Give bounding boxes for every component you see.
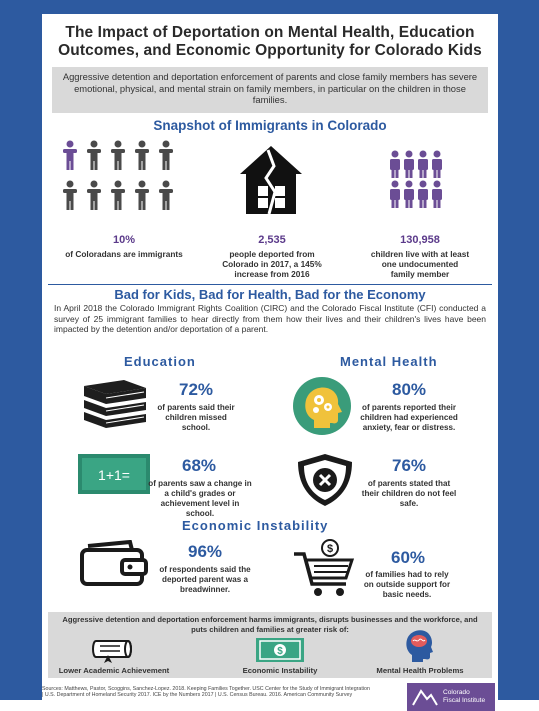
books-icon (80, 378, 150, 436)
people-grid-icon (62, 140, 188, 220)
chalkboard-text: 1+1= (98, 467, 130, 483)
mental-stat-2-value: 76% (391, 456, 427, 475)
stat-value: 10% (112, 234, 136, 246)
logo-text (443, 689, 485, 705)
education-title: Education (124, 354, 196, 369)
risk-mental-label: Mental Health Problems (376, 666, 464, 675)
cart-icon (292, 538, 356, 600)
survey-title: Bad for Kids, Bad for Health, Bad for the Economy (114, 287, 426, 302)
sources-text: Sources: Matthews, Pastor, Scoggins, Sanchez-Lopez. 2018. Keeping Families Together. USC Center for the Study of Immigrant Integration | U.S. Department of Homeland Security 2017. ICE by the Numbers 2017 | U.S. Census Bureau. 2016. American Community Survey (42, 686, 370, 699)
education-stat-2-label: of parents saw a change in a child's grades or achievement level in school. (148, 479, 252, 518)
stat-value: 130,958 (400, 234, 440, 246)
stat-immigrants (64, 235, 184, 259)
broken-house-icon (238, 144, 304, 216)
chalkboard-icon (78, 454, 150, 494)
economic-stat-1-label: of respondents said the deported parent was a breadwinner. (159, 565, 251, 594)
intro-band (52, 67, 488, 113)
stat-label: of Coloradans are immigrants (65, 249, 183, 259)
education-stat-1-value: 72% (178, 380, 214, 399)
mental-stat-2-label: of parents stated that their children do not feel safe. (361, 479, 457, 508)
risk-academic-label: Lower Academic Achievement (58, 666, 170, 675)
economic-stat-2-value: 60% (390, 548, 426, 567)
logo-line-1: Colorado (443, 689, 470, 696)
stat-value: 2,535 (258, 234, 286, 246)
education-stat-1-label: of parents said their children missed school. (157, 403, 235, 432)
survey-description: In April 2018 the Colorado Immigrant Rights Coalition (CIRC) and the Colorado Fiscal Institute (CFI) conducted a survey of 25 immigrant families to hear directly from them how their lives and their children's lives have been impacted by the detention and/or deportation of a parent. (54, 303, 486, 334)
head-gears-icon (292, 376, 352, 436)
page-title: The Impact of Deportation on Mental Health, Education Outcomes, and Economic Opportunity for Colorado Kids (58, 24, 482, 59)
stat-deported (212, 235, 332, 279)
brain-head-icon (404, 628, 434, 664)
children-icon (387, 150, 447, 210)
intro-text: Aggressive detention and deportation enforcement of parents and close family members has severe emotional, physical, and mental strain on family members, in particular on the children in those families. (62, 71, 478, 105)
economic-stat-2-label: of families had to rely on outside support for basic needs. (363, 570, 451, 599)
infographic (42, 14, 498, 704)
economic-stat-1-value: 96% (187, 542, 223, 561)
mountain-logo-icon (411, 687, 439, 707)
stat-label: people deported from Colorado in 2017, a 145% increase from 2016 (222, 249, 322, 279)
section-divider (48, 284, 492, 285)
diploma-icon (90, 635, 138, 663)
mental-stat-1-value: 80% (391, 380, 427, 399)
education-stat-2-value: 68% (181, 456, 217, 475)
svg-text:$: $ (326, 543, 334, 555)
stat-children (370, 235, 470, 279)
economic-title: Economic Instability (182, 518, 329, 533)
mental-stat-1-label: of parents reported their children had experienced anxiety, fear or distress. (360, 403, 458, 432)
logo-line-2: Fiscal Institute (443, 697, 486, 704)
snapshot-title: Snapshot of Immigrants in Colorado (153, 118, 387, 133)
risk-economic-label: Economic Instability (242, 666, 318, 675)
shield-x-icon (294, 452, 356, 508)
stat-label: children live with at least one undocumented family member (370, 249, 470, 279)
svg-text:$: $ (277, 646, 283, 657)
mental-health-title: Mental Health (340, 354, 438, 369)
cfi-logo (407, 683, 495, 711)
dollar-bill-icon (256, 638, 304, 662)
risk-intro: Aggressive detention and deportation enforcement harms immigrants, disrupts businesses and the workforce, and puts children and families at greater risk of: (62, 615, 478, 634)
wallet-icon (78, 540, 150, 588)
